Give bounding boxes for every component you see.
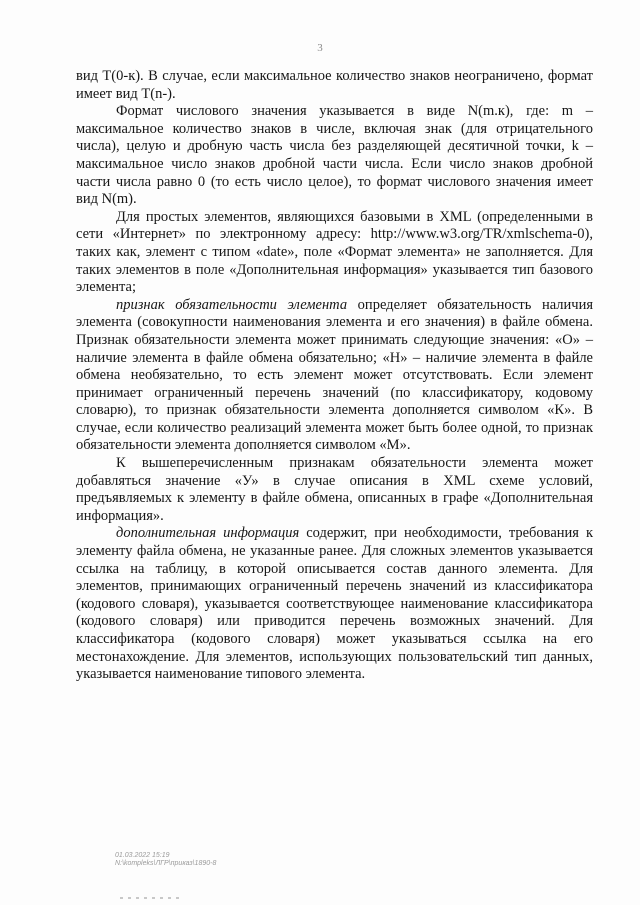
paragraph-mandatory-attribute xyxy=(76,297,593,455)
paragraph-numeric-format: Формат числового значения указывается в виде N(m.к), где: m – максимальное количество знаков в числе, включая знак (для отрицательного числа), целую и дробную часть числа без разделяющей десятичной точки, k – максимальное число знаков дробной части числа. Если число знаков дробной части числа равно 0 (то есть число целое), то формат числового значения имеет вид N(m). xyxy=(76,103,593,208)
document-body xyxy=(76,68,593,684)
document-footer xyxy=(115,852,216,868)
paragraph-base-xml-elements: Для простых элементов, являющихся базовыми в XML (определенными в сети «Интернет» по электронному адресу: http://www.w3.org/TR/xmlschema-0), таких как, элемент с типом «date», поле «Формат элемента» не заполняется. Для таких элементов в поле «Дополнительная информация» указывается тип базового элемента; xyxy=(76,208,593,296)
paragraph-format-text-continuation: вид Т(0-к). В случае, если максимальное количество знаков неограничено, формат имеет вид Т(n-). xyxy=(76,68,593,102)
scan-artifact xyxy=(120,897,180,899)
mandatory-attribute-definition: определяет обязательность наличия элемента (совокупности наименования элемента и его значения) в файле обмена. Признак обязательности элемента может принимать следующие значения: «О» – наличие элемента в файле обмена обязательно; «Н» – наличие элемента в файле обмена необязательно, то есть элемент может отсутствовать. Если элемент принимает ограниченный перечень значений (по классификатору, кодовому словарю), то признак обязательности элемента дополняется символом «К». В случае, если количество реализаций элемента может быть более одной, то признак обязательности элемента дополняется символом «М». xyxy=(76,296,593,454)
footer-timestamp: 01.03.2022 15:19 xyxy=(115,852,170,859)
additional-info-definition: содержит, при необходимости, требования к элементу файла обмена, не указанные ранее. Для сложных элементов указывается ссылка на таблицу, в которой описывается состав данного элемента. Для элементов, принимающих ограниченный перечень значений из классификатора (кодового словаря), указывается соответствующее наименование классификатора (кодового словаря) или приводится перечень возможных значений. Для классификатора (кодового словаря) может указываться ссылка на его местонахождение. Для элементов, использующих пользовательский тип данных, указывается наименование типового элемента. xyxy=(76,525,593,683)
term-mandatory-attribute: признак обязательности элемента xyxy=(116,296,348,313)
page-number: 3 xyxy=(317,42,323,54)
paragraph-additional-info xyxy=(76,525,593,683)
footer-file-path: N:\kompleks\ЛГР\приказ\1890-8 xyxy=(115,860,217,867)
paragraph-condition-value: К вышеперечисленным признакам обязательности элемента может добавляться значение «У» в случае описания в XML схеме условий, предъявляемых к элементу в файле обмена, описанных в графе «Дополнительная информация». xyxy=(76,455,593,524)
term-additional-info: дополнительная информация xyxy=(116,525,300,542)
